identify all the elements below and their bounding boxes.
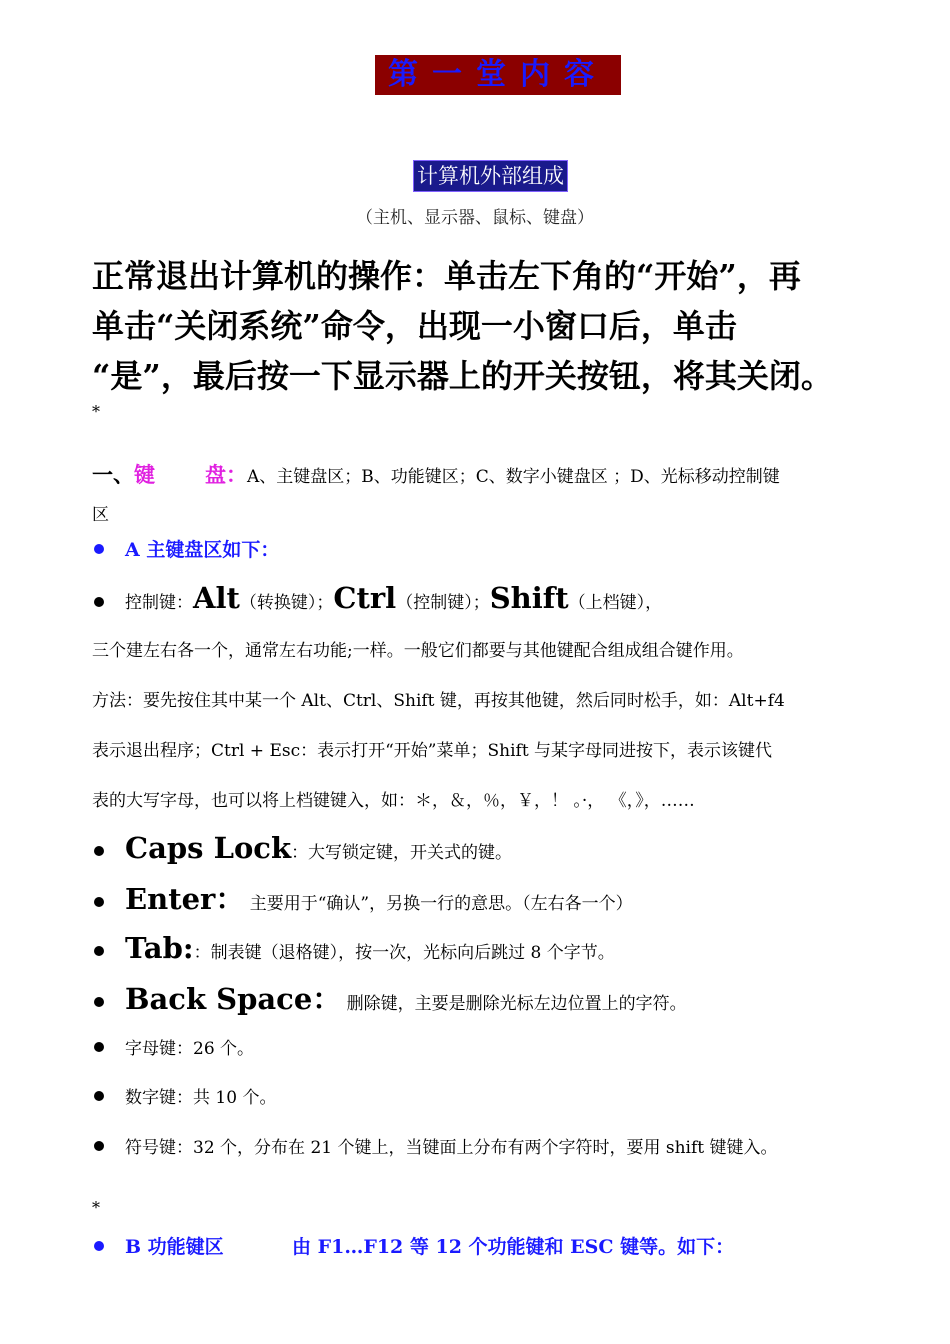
keyboard-heading-prefix: 一、 [92, 462, 134, 487]
letters-item: 字母键：26 个。 [125, 1039, 255, 1059]
tab-key: Tab: [125, 931, 194, 965]
bullet-icon [94, 597, 104, 607]
shift-note: （上档键）， [568, 593, 663, 613]
bullet-icon [94, 1241, 104, 1251]
bullet-icon [94, 544, 104, 554]
symbols-item: 符号键：32 个，分布在 21 个键上，当键面上分布有两个字符时，要用 shift 键键入。 [125, 1138, 778, 1158]
bullet-icon [94, 897, 104, 907]
tab-desc: ：制表键（退格键），按一次，光标向后跳过 8 个字节。 [193, 943, 615, 963]
keyboard-areas-cont: 区 [92, 505, 109, 525]
paragraph-3: 表示退出程序；Ctrl + Esc：表示打开“开始”菜单；Shift 与某字母同进按下，表示该键代 [92, 741, 773, 761]
list-item [125, 979, 687, 1024]
bullet-icon [94, 1141, 104, 1151]
alt-note: （转换键）； [239, 593, 334, 613]
subtitle-note: （主机、显示器、鼠标、键盘） [356, 208, 594, 228]
keyboard-heading [92, 460, 780, 492]
star-mark-1: * [92, 402, 100, 421]
section-subtitle: 计算机外部组成 [413, 160, 568, 192]
enter-key: Enter： [125, 882, 245, 916]
paragraph-2: 方法：要先按住其中某一个 Alt、Ctrl、Shift 键，再按其他键，然后同时松手，如：Alt+f4 [92, 691, 785, 711]
shutdown-line-1: 正常退出计算机的操作：单击左下角的“开始”，再 [92, 257, 801, 295]
control-keys-line [125, 580, 662, 621]
bullet-icon [94, 1042, 104, 1052]
shutdown-line-3: “是”，最后按一下显示器上的开关按钮，将其关闭。 [92, 357, 833, 395]
bullet-icon [94, 846, 104, 856]
shutdown-line-2: 单击“关闭系统”命令，出现一小窗口后，单击 [92, 307, 737, 345]
caps-lock-key: Caps Lock [125, 831, 292, 865]
enter-desc: 主要用于“确认”，另换一行的意思。（左右各一个） [244, 894, 633, 914]
digits-item: 数字键：共 10 个。 [125, 1088, 277, 1108]
section-b-heading: B 功能键区 [125, 1236, 224, 1258]
shift-key: Shift [489, 581, 569, 615]
keyboard-areas: A、主键盘区；B、功能键区；C、数字小键盘区 ；D、光标移动控制键 [247, 467, 780, 487]
ctrl-key: Ctrl [333, 581, 397, 615]
list-item [125, 928, 615, 973]
section-b-desc: 由 F1…F12 等 12 个功能键和 ESC 键等。如下： [292, 1236, 735, 1258]
ctrl-note: （控制键）； [396, 593, 490, 613]
paragraph-4: 表的大写字母，也可以将上档键键入，如：＊，＆，％，￥，！ 。·， 《，》，…… [92, 791, 695, 811]
paragraph-1: 三个建左右各一个，通常左右功能;一样。一般它们都要与其他键配合组成组合键作用。 [92, 641, 744, 661]
backspace-key: Back Space： [125, 982, 342, 1016]
control-label: 控制键： [125, 593, 193, 613]
bullet-icon [94, 946, 104, 956]
keyboard-heading-key2: 盘： [205, 462, 247, 487]
alt-key: Alt [193, 581, 240, 615]
list-item [125, 828, 512, 873]
bullet-icon [94, 1091, 104, 1101]
list-item [125, 879, 633, 924]
keyboard-heading-key1: 键 [134, 462, 155, 487]
bullet-icon [94, 997, 104, 1007]
page-title: 第一堂内容 [375, 55, 621, 95]
caps-lock-desc: ：大写锁定键，开关式的键。 [291, 843, 513, 863]
section-a-heading: A 主键盘区如下： [125, 539, 280, 561]
star-mark-2: * [92, 1198, 100, 1217]
backspace-desc: 删除键，主要是删除光标左边位置上的字符。 [341, 994, 687, 1014]
